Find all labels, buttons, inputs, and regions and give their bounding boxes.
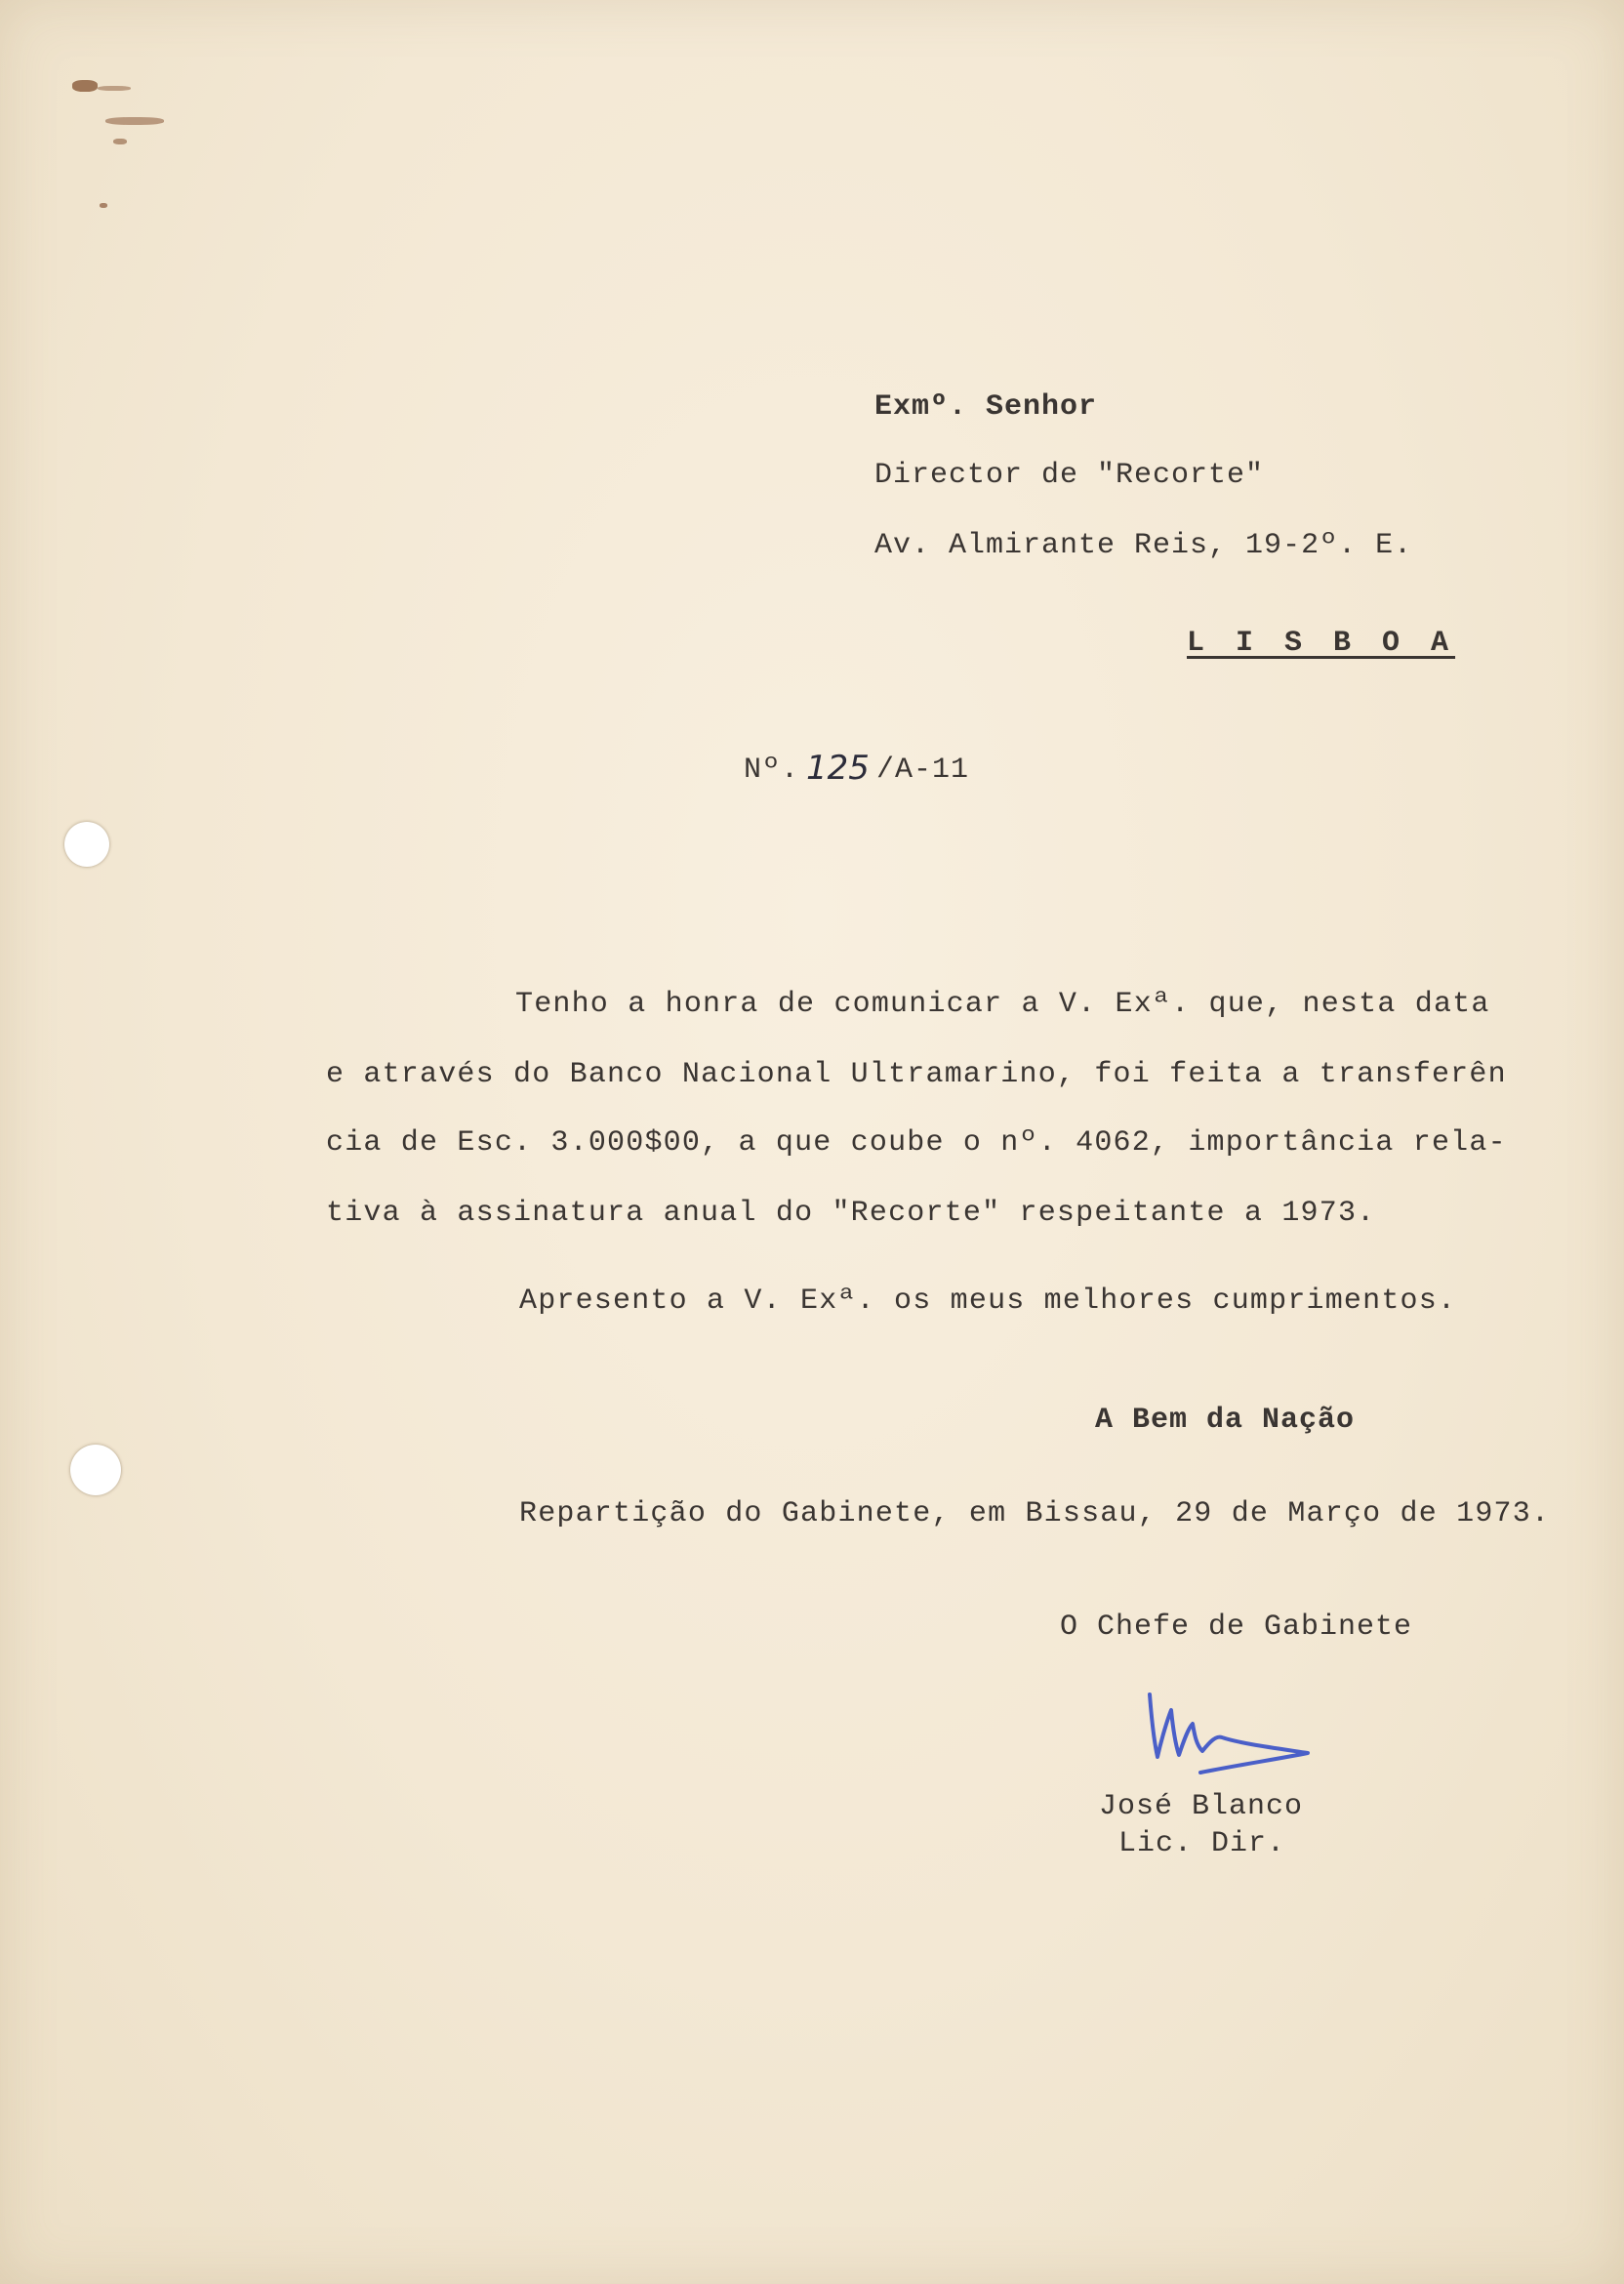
punch-hole: [70, 1445, 121, 1495]
rust-stain: [72, 80, 98, 92]
body-line-3: cia de Esc. 3.000$00, a que coube o nº. 4062, importância rela-: [326, 1126, 1507, 1160]
rust-stain: [98, 86, 131, 91]
reference-prefix: Nº.: [744, 754, 800, 787]
body-line-1: Tenho a honra de comunicar a V. Exª. que, nesta data: [515, 988, 1490, 1021]
signatory-name: José Blanco: [1099, 1790, 1304, 1823]
rust-stain: [105, 117, 164, 125]
body-paragraph-2: Apresento a V. Exª. os meus melhores cumprimentos.: [519, 1285, 1457, 1318]
recipient-salutation: Exmº. Senhor: [874, 390, 1098, 424]
handwritten-signature: [1132, 1681, 1327, 1798]
rust-stain: [100, 203, 107, 208]
closing-motto: A Bem da Nação: [1095, 1404, 1356, 1437]
body-line-2: e através do Banco Nacional Ultramarino, foi feita a transferên: [326, 1058, 1507, 1091]
recipient-title: Director de "Recorte": [874, 459, 1265, 492]
reference-number-handwritten: 125: [806, 749, 870, 788]
recipient-address: Av. Almirante Reis, 19-2º. E.: [874, 529, 1413, 562]
punch-hole: [64, 822, 109, 867]
recipient-city: L I S B O A: [1187, 627, 1456, 660]
reference-suffix: /A-11: [876, 754, 970, 787]
closing-role: O Chefe de Gabinete: [1060, 1611, 1413, 1644]
rust-stain: [113, 139, 127, 144]
signatory-qualification: Lic. Dir.: [1118, 1827, 1286, 1860]
body-line-4: tiva à assinatura anual do "Recorte" respeitante a 1973.: [326, 1197, 1376, 1230]
closing-place-date: Repartição do Gabinete, em Bissau, 29 de Março de 1973.: [519, 1497, 1551, 1530]
